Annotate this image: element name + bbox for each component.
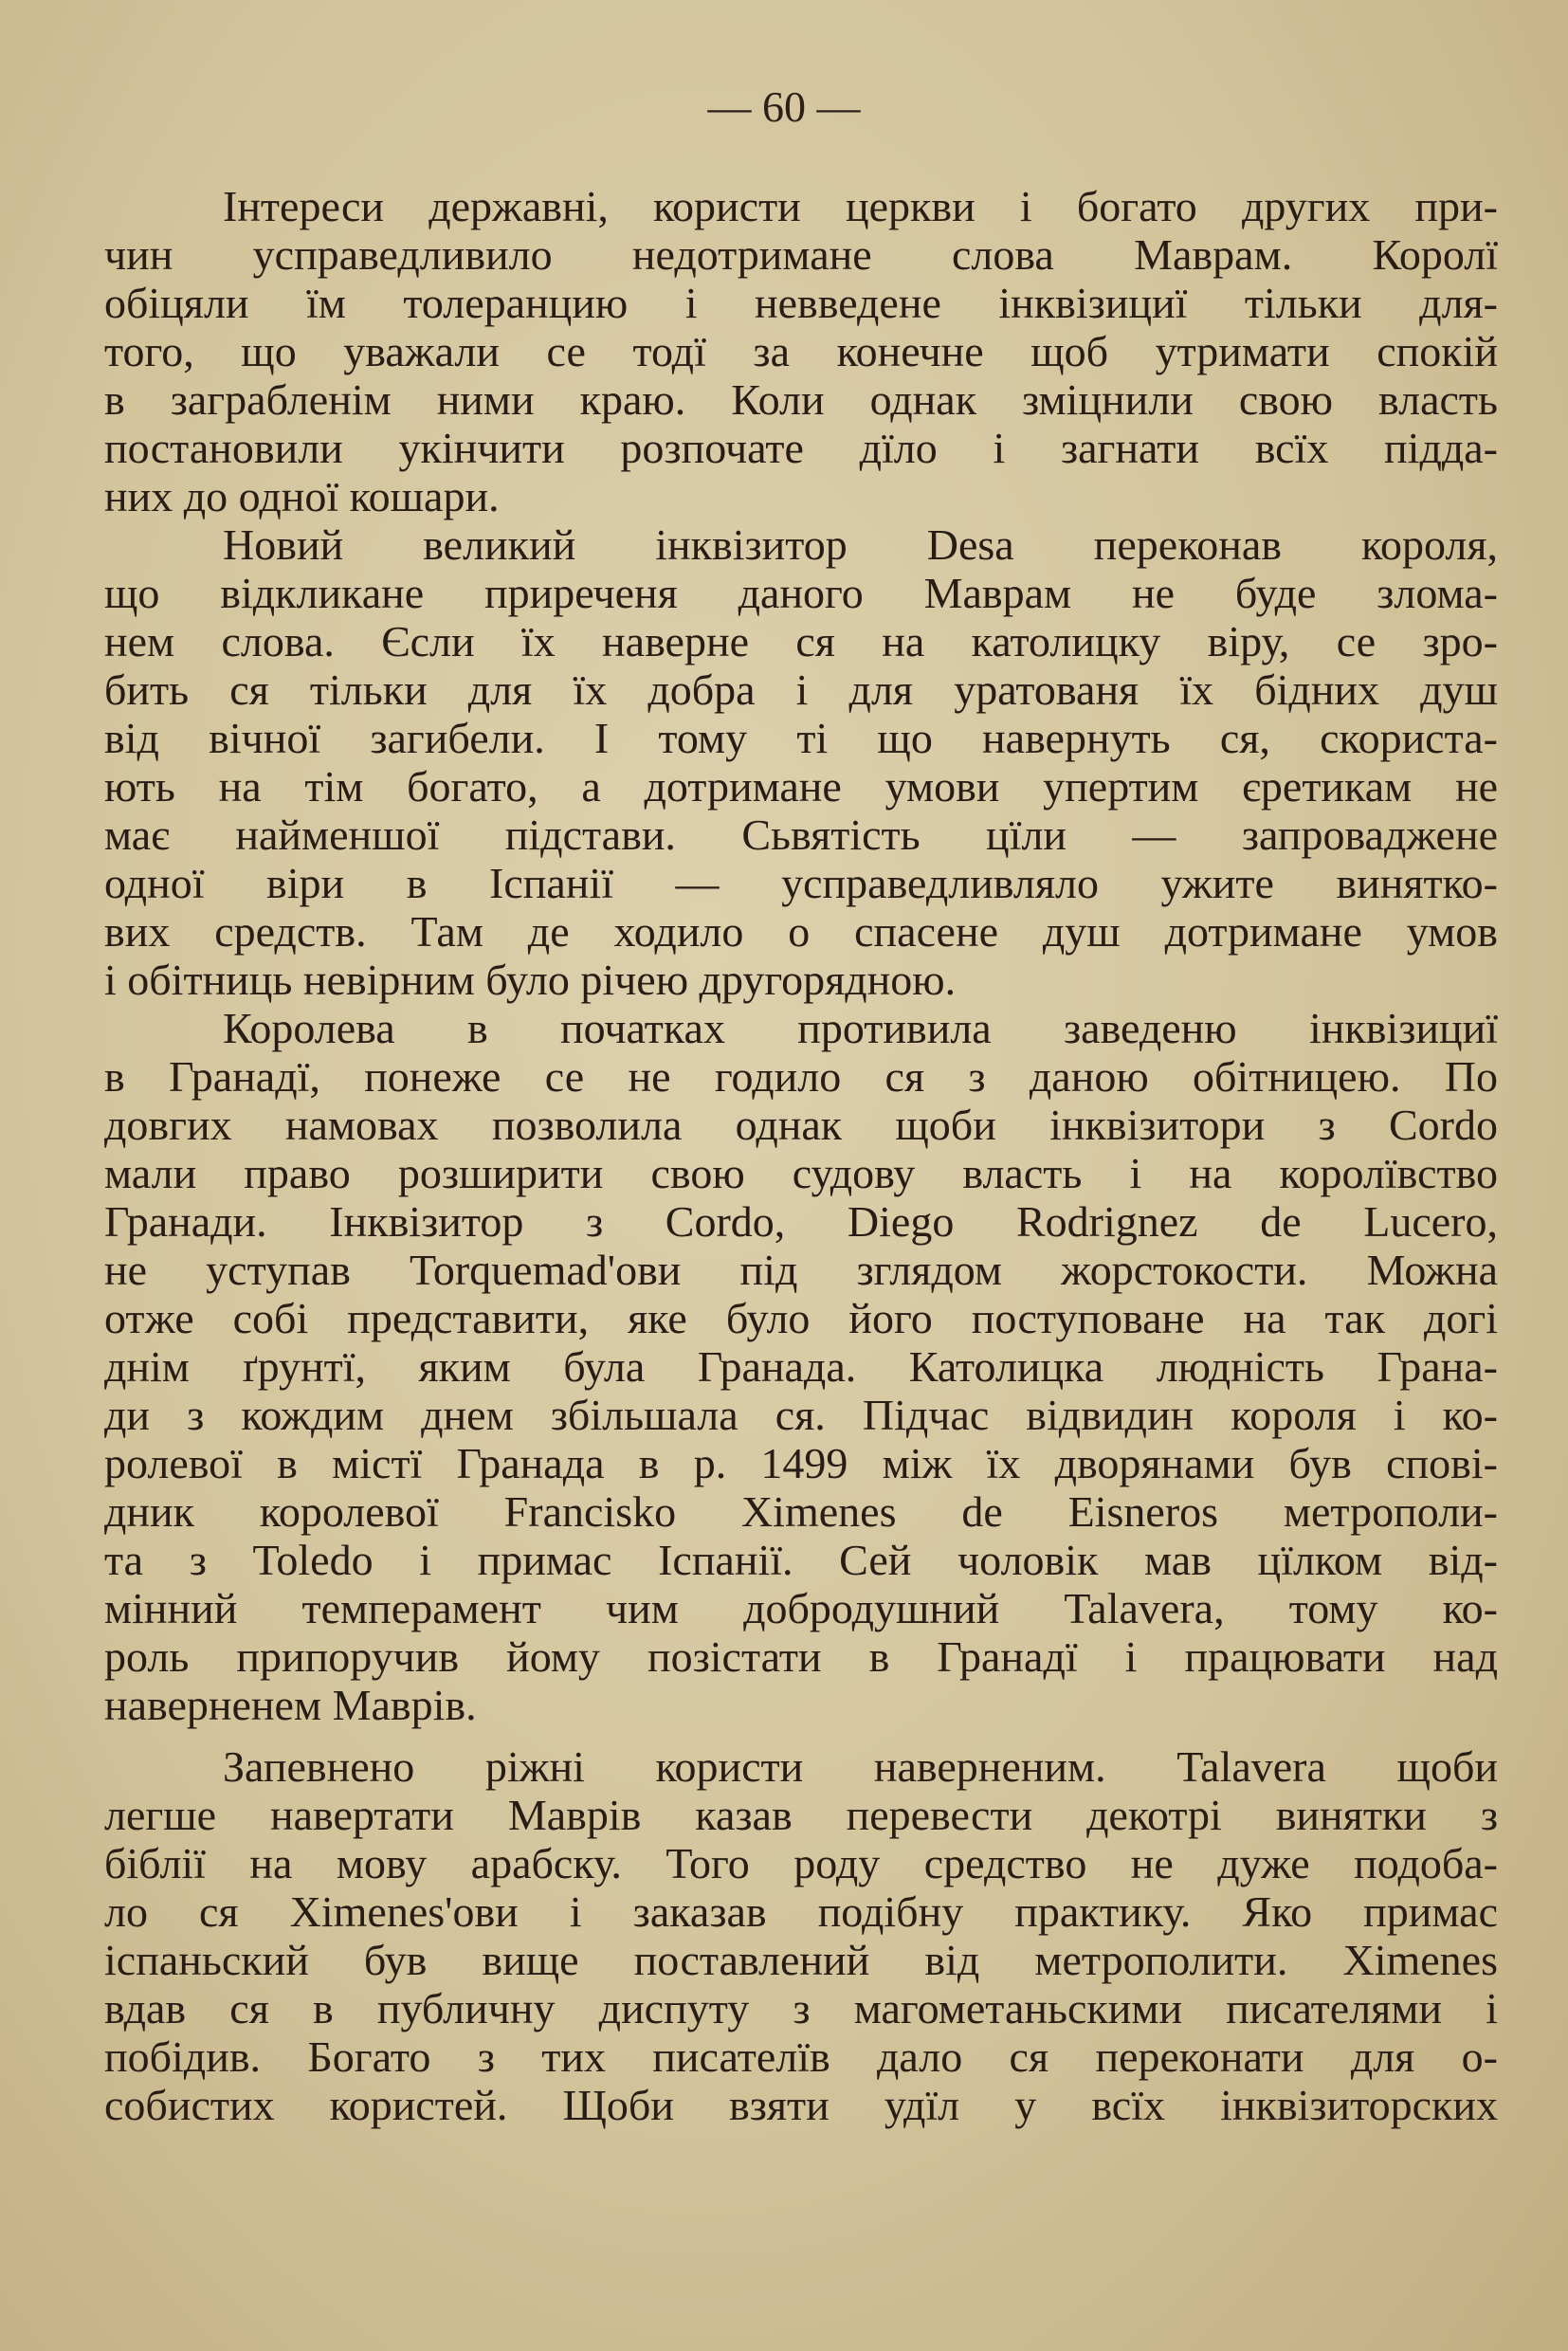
paragraph-3: [104, 1004, 1498, 1729]
text-line: днім ґрунтї, яким була Гранада. Католицка людність Грана-: [104, 1342, 1498, 1391]
text-line: них до одної кошари.: [104, 472, 500, 520]
text-line: того, що уважали се тодї за конечне щоб утримати спокій: [104, 327, 1498, 375]
text-line: вдав ся в публичну диспуту з магометаньскими писателями і: [104, 1984, 1498, 2032]
text-line: мінний темперамент чим добродушний Talavera, тому ко-: [104, 1584, 1498, 1632]
text-line: одної віри в Іспанії — усправедливляло ужите винятко-: [104, 859, 1498, 907]
text-line: чин усправедливило недотримане слова Маврам. Королї: [104, 230, 1498, 279]
text-line: обіцяли їм толеранцию і невведене інквізициї тільки для-: [104, 279, 1498, 327]
text-line: ють на тім богато, а дотримане умови упертим єретикам не: [104, 762, 1498, 811]
text-line: наверненем Маврів.: [104, 1681, 477, 1729]
text-line: від вічної загибели. І тому ті що навернуть ся, скориста-: [104, 714, 1498, 762]
paragraph-1: [104, 182, 1498, 520]
text-line: Новий великий інквізитор Desa переконав короля,: [223, 520, 1498, 569]
text-line: довгих намовах позволила однак щоби інквізитори з Cordo: [104, 1101, 1498, 1149]
body-text: [104, 182, 1498, 2129]
text-line: Гранади. Інквізитор з Cordo, Diego Rodrignez de Lucero,: [104, 1197, 1498, 1246]
paragraph-2: [104, 520, 1498, 1004]
text-line: Інтереси державні, користи церкви і богато других при-: [223, 182, 1498, 230]
text-line: в Гранадї, понеже се не годило ся з даною обітницею. По: [104, 1052, 1498, 1101]
text-line: іспаньский був вище поставлений від метрополити. Ximenes: [104, 1936, 1498, 1984]
text-line: ролевої в містї Гранада в р. 1499 між їх дворянами був сповi-: [104, 1439, 1498, 1487]
text-line: та з Toledo і примас Іспанії. Сей чоловік мав цїлком від-: [104, 1536, 1498, 1584]
text-line: нем слова. Єсли їх наверне ся на католицку віру, се зро-: [104, 617, 1498, 665]
text-line: в заграбленім ними краю. Коли однак зміцнили свою власть: [104, 375, 1498, 424]
text-line: бить ся тільки для їх добра і для уратованя їх бідних душ: [104, 665, 1498, 714]
page-number: — 60 —: [707, 82, 861, 131]
text-line: роль припоручив йому позістати в Гранадї і працювати над: [104, 1632, 1498, 1681]
text-line: собистих користей. Щоби взяти удїл у всїх інквізиторских: [104, 2081, 1498, 2129]
text-line: ди з кождим днем збільшала ся. Підчас відвидин короля і ко-: [104, 1391, 1498, 1439]
text-line: вих средств. Там де ходило о спасене душ дотримане умов: [104, 907, 1498, 956]
text-line: постановили укінчити розпочате дїло і загнати всїх підда-: [104, 424, 1498, 472]
text-line: Королева в початках противила заведеню інквізициї: [223, 1004, 1498, 1052]
text-line: дник королевої Francisko Ximenes de Eisneros метрополи-: [104, 1487, 1498, 1536]
text-line: побідив. Богато з тих писателїв дало ся переконати для о-: [104, 2032, 1498, 2081]
text-line: легше навертати Маврів казав перевести декотрі винятки з: [104, 1791, 1498, 1839]
text-line: має найменшої підстави. Сьвятість цїли — запроваджене: [104, 811, 1498, 859]
text-line: ло ся Ximenes'ови і заказав подібну практику. Яко примас: [104, 1887, 1498, 1936]
text-line: мали право розширити свою судову власть і на королївство: [104, 1149, 1498, 1197]
text-line: що відкликане приреченя даного Маврам не буде злома-: [104, 569, 1498, 617]
text-line: біблії на мову арабску. Того роду средство не дуже подоба-: [104, 1839, 1498, 1887]
text-line: отже собі представити, яке було його поступоване на так догі: [104, 1294, 1498, 1342]
text-line: Запевнено ріжні користи наверненим. Talavera щоби: [223, 1742, 1498, 1791]
text-line: і обітниць невірним було річею другорядною.: [104, 956, 957, 1004]
text-line: не уступав Torquemad'ови під зглядом жорстокости. Можна: [104, 1246, 1498, 1294]
paragraph-4: [104, 1742, 1498, 2129]
